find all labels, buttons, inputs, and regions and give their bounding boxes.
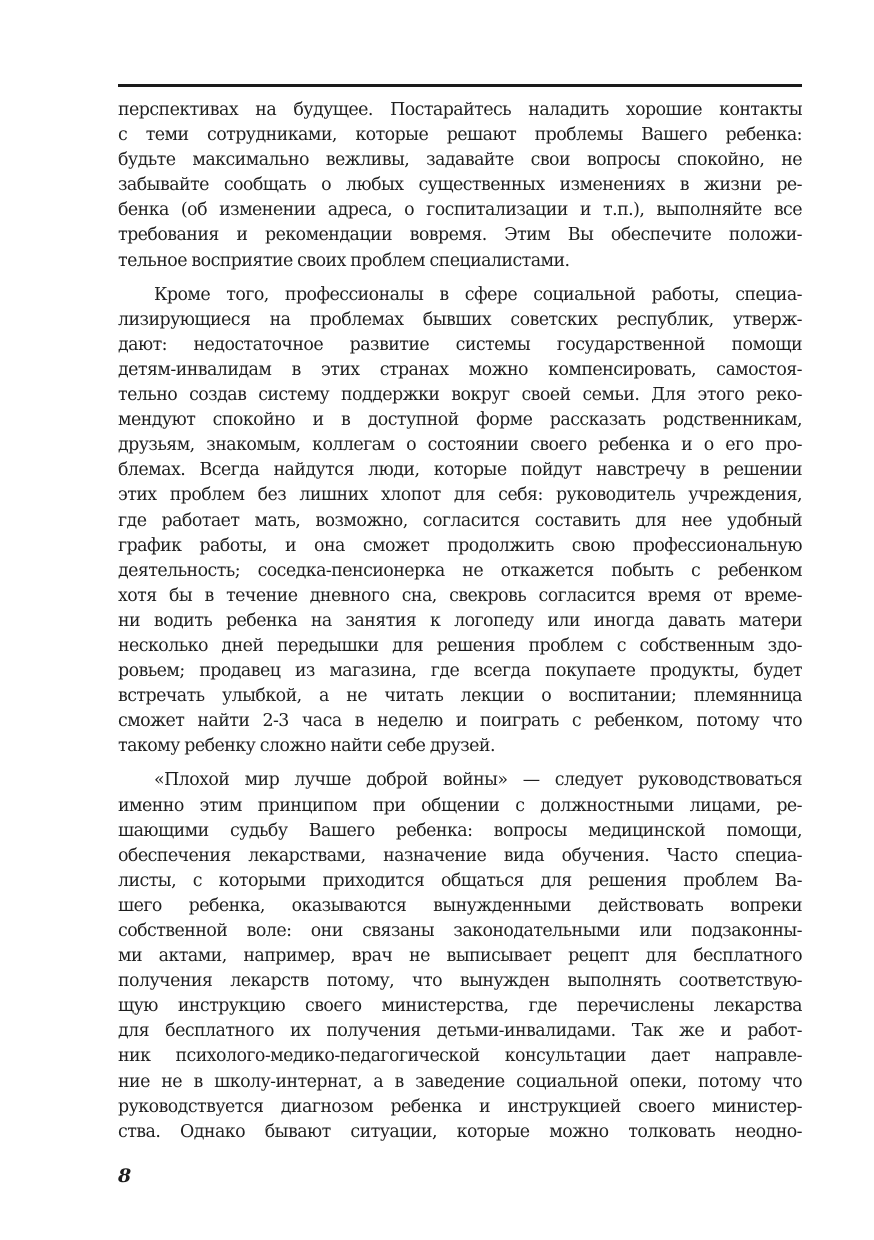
text-line: ник психолого-медико-педагогической консультации дает направле- (118, 1046, 802, 1067)
text-line: тельно создав систему поддержки вокруг своей семьи. Для этого реко- (118, 385, 802, 406)
text-line: друзьям, знакомым, коллегам о состоянии своего ребенка и о его про- (118, 435, 802, 456)
text-line: лизирующиеся на проблемах бывших советских республик, утверж- (118, 309, 802, 330)
text-line: будьте максимально вежливы, задавайте свои вопросы спокойно, не (118, 150, 802, 171)
text-line: ние не в школу-интернат, а в заведение социальной опеки, потому что (118, 1071, 802, 1092)
text-line: шего ребенка, оказываются вынужденными действовать вопреки (118, 895, 802, 916)
text-line: с теми сотрудниками, которые решают проблемы Вашего ребенка: (118, 125, 802, 146)
text-line: тельное восприятие своих проблем специалистами. (118, 250, 570, 271)
text-line: листы, с которыми приходится общаться для решения проблем Ва- (118, 870, 802, 891)
paragraph-3 (118, 768, 802, 1144)
text-line: перспективах на будущее. Постарайтесь наладить хорошие контакты (118, 100, 802, 120)
text-line: забывайте сообщать о любых существенных изменениях в жизни ре- (118, 175, 802, 196)
text-line: ровьем; продавец из магазина, где всегда покупаете продукты, будет (118, 661, 802, 682)
text-line: этих проблем без лишних хлопот для себя: руководитель учреждения, (118, 485, 802, 506)
text-line: ства. Однако бывают ситуации, которые можно толковать неодно- (118, 1121, 802, 1142)
text-line: руководствуется диагнозом ребенка и инструкцией своего министер- (118, 1096, 802, 1117)
header-rule (118, 84, 802, 87)
text-line: требования и рекомендации вовремя. Этим Вы обеспечите положи- (118, 225, 802, 246)
paragraph-2 (118, 283, 802, 760)
text-line: обеспечения лекарствами, назначение вида обучения. Часто специа- (118, 845, 802, 866)
paragraph-gap (118, 759, 802, 768)
body-text (118, 98, 802, 1145)
text-line: именно этим принципом при общении с должностными лицами, ре- (118, 795, 802, 816)
text-line: бенка (об изменении адреса, о госпитализации и т.п.), выполняйте все (118, 200, 802, 221)
text-line: хотя бы в течение дневного сна, свекровь согласится время от време- (118, 585, 802, 606)
text-line: шающими судьбу Вашего ребенка: вопросы медицинской помощи, (118, 820, 802, 841)
text-line: Кроме того, профессионалы в сфере социальной работы, специа- (154, 284, 802, 305)
text-line: где работает мать, возможно, согласится составить для нее удобный (118, 510, 802, 531)
text-line: встречать улыбкой, а не читать лекции о воспитании; племянница (118, 686, 802, 707)
text-line: щую инструкцию своего министерства, где перечислены лекарства (118, 996, 802, 1017)
text-line: собственной воле: они связаны законодательными или подзаконны- (118, 921, 802, 941)
text-line: график работы, и она сможет продолжить свою профессиональную (118, 535, 802, 556)
text-line: сможет найти 2-3 часа в неделю и поиграть с ребенком, потому что (118, 711, 802, 732)
paragraph-gap (118, 274, 802, 283)
text-line: несколько дней передышки для решения проблем с собственным здо- (118, 635, 802, 656)
text-line: деятельность; соседка-пенсионерка не откажется побыть с ребенком (118, 560, 802, 581)
text-line: ми актами, например, врач не выписывает рецепт для бесплатного (118, 946, 802, 967)
page-number: 8 (118, 1165, 132, 1187)
text-line: получения лекарств потому, что вынужден выполнять соответствую- (118, 971, 802, 992)
text-line: блемах. Всегда найдутся люди, которые пойдут навстречу в решении (118, 460, 802, 481)
text-line: детям-инвалидам в этих странах можно компенсировать, самостоя- (118, 359, 802, 380)
text-line: такому ребенку сложно найти себе друзей. (118, 736, 495, 757)
text-line: ни водить ребенка на занятия к логопеду или иногда давать матери (118, 610, 802, 631)
text-line: дают: недостаточное развитие системы государственной помощи (118, 334, 802, 355)
text-line: мендуют спокойно и в доступной форме рассказать родственникам, (118, 410, 802, 431)
text-line: «Плохой мир лучше доброй войны» — следует руководствоваться (154, 770, 802, 791)
text-line: для бесплатного их получения детьми-инвалидами. Так же и работ- (118, 1021, 802, 1042)
paragraph-1 (118, 98, 802, 274)
